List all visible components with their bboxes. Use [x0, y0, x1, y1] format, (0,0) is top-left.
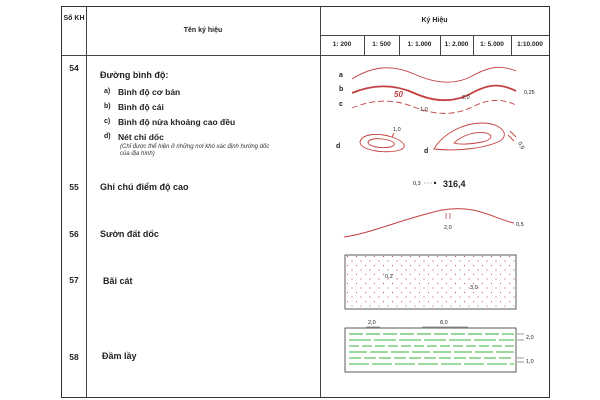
dimension-label: 2,0 — [462, 95, 470, 101]
dimension-label: 1,0 — [420, 107, 428, 113]
closed-contour — [368, 139, 394, 148]
contour-letter: a — [339, 72, 343, 79]
row-name: Đường bình độ: — [100, 70, 169, 80]
row-number: 55 — [69, 182, 79, 192]
contour-letter: d — [424, 148, 429, 155]
row-name: Bãi cát — [103, 276, 133, 286]
scale-label: 1: 5.000 — [480, 41, 504, 48]
row-name: Ghi chú điểm độ cao — [100, 182, 189, 192]
row-number: 54 — [69, 63, 79, 73]
item-letter: a) — [104, 88, 111, 95]
row-number: 58 — [69, 352, 79, 362]
slope-tick — [510, 131, 516, 137]
scale-label: 1: 1.000 — [407, 41, 432, 48]
item-letter: b) — [104, 103, 111, 110]
dot-size-label: 0,3 — [413, 181, 421, 187]
dimension-label: 2,0 — [526, 335, 534, 341]
row-number: 57 — [69, 275, 79, 285]
closed-contour — [434, 123, 504, 150]
half-interval-contour-line — [352, 100, 516, 113]
row-name: Đầm lầy — [102, 351, 137, 361]
contour-letter: b — [339, 86, 344, 93]
dimension-label: 2,0 — [444, 225, 452, 231]
slope-tick — [392, 133, 394, 137]
item-letter: d) — [104, 133, 111, 140]
slope-tick — [508, 135, 514, 141]
scale-label: 1: 500 — [372, 41, 391, 48]
row-name: Sườn đất dốc — [100, 229, 159, 239]
item-note: (Chỉ được thể hiện ở những nơi khó xác định hướng dốc của địa hình) — [120, 144, 270, 157]
dimension-label: 1,0 — [393, 127, 401, 133]
scale-label: 1:10.000 — [517, 41, 543, 48]
symbols-drawing — [62, 7, 549, 397]
dimension-label: 0,25 — [524, 90, 535, 96]
item-label: Bình độ cái — [118, 102, 164, 112]
contour-letter: d — [336, 143, 341, 150]
item-label: Bình độ nửa khoảng cao đều — [118, 117, 236, 127]
dimension-label: 8,0 — [440, 320, 448, 326]
sand-area — [345, 255, 516, 309]
closed-contour — [360, 134, 404, 151]
index-contour-line — [352, 86, 516, 101]
dimension-label: 0,2 — [385, 274, 393, 280]
row-number: 56 — [69, 229, 79, 239]
dimension-label: 3,0 — [470, 285, 478, 291]
elevation-point — [434, 182, 436, 184]
legend-table — [61, 6, 550, 398]
header-name-label: Tên ký hiệu — [183, 27, 223, 34]
contour-value-label: 50 — [394, 90, 403, 99]
header-number-label: Số KH — [63, 15, 85, 22]
dimension-label: 1,0 — [526, 359, 534, 365]
item-label: Nét chỉ dốc — [118, 132, 164, 142]
scale-label: 1: 2.000 — [444, 41, 469, 48]
closed-contour — [454, 132, 491, 144]
header-symbol-label: Ký Hiệu — [421, 17, 448, 24]
contour-letter: c — [339, 101, 343, 108]
scale-label: 1: 200 — [332, 41, 352, 48]
dimension-label: 2,0 — [368, 320, 376, 326]
basic-contour-line — [352, 67, 516, 82]
elevation-value: 316,4 — [443, 179, 466, 189]
slope-line — [344, 209, 514, 237]
item-label: Bình độ cơ bản — [118, 87, 181, 97]
dimension-label: 0,5 — [516, 141, 526, 151]
dimension-label: 0,5 — [516, 222, 524, 228]
item-letter: c) — [104, 118, 111, 125]
